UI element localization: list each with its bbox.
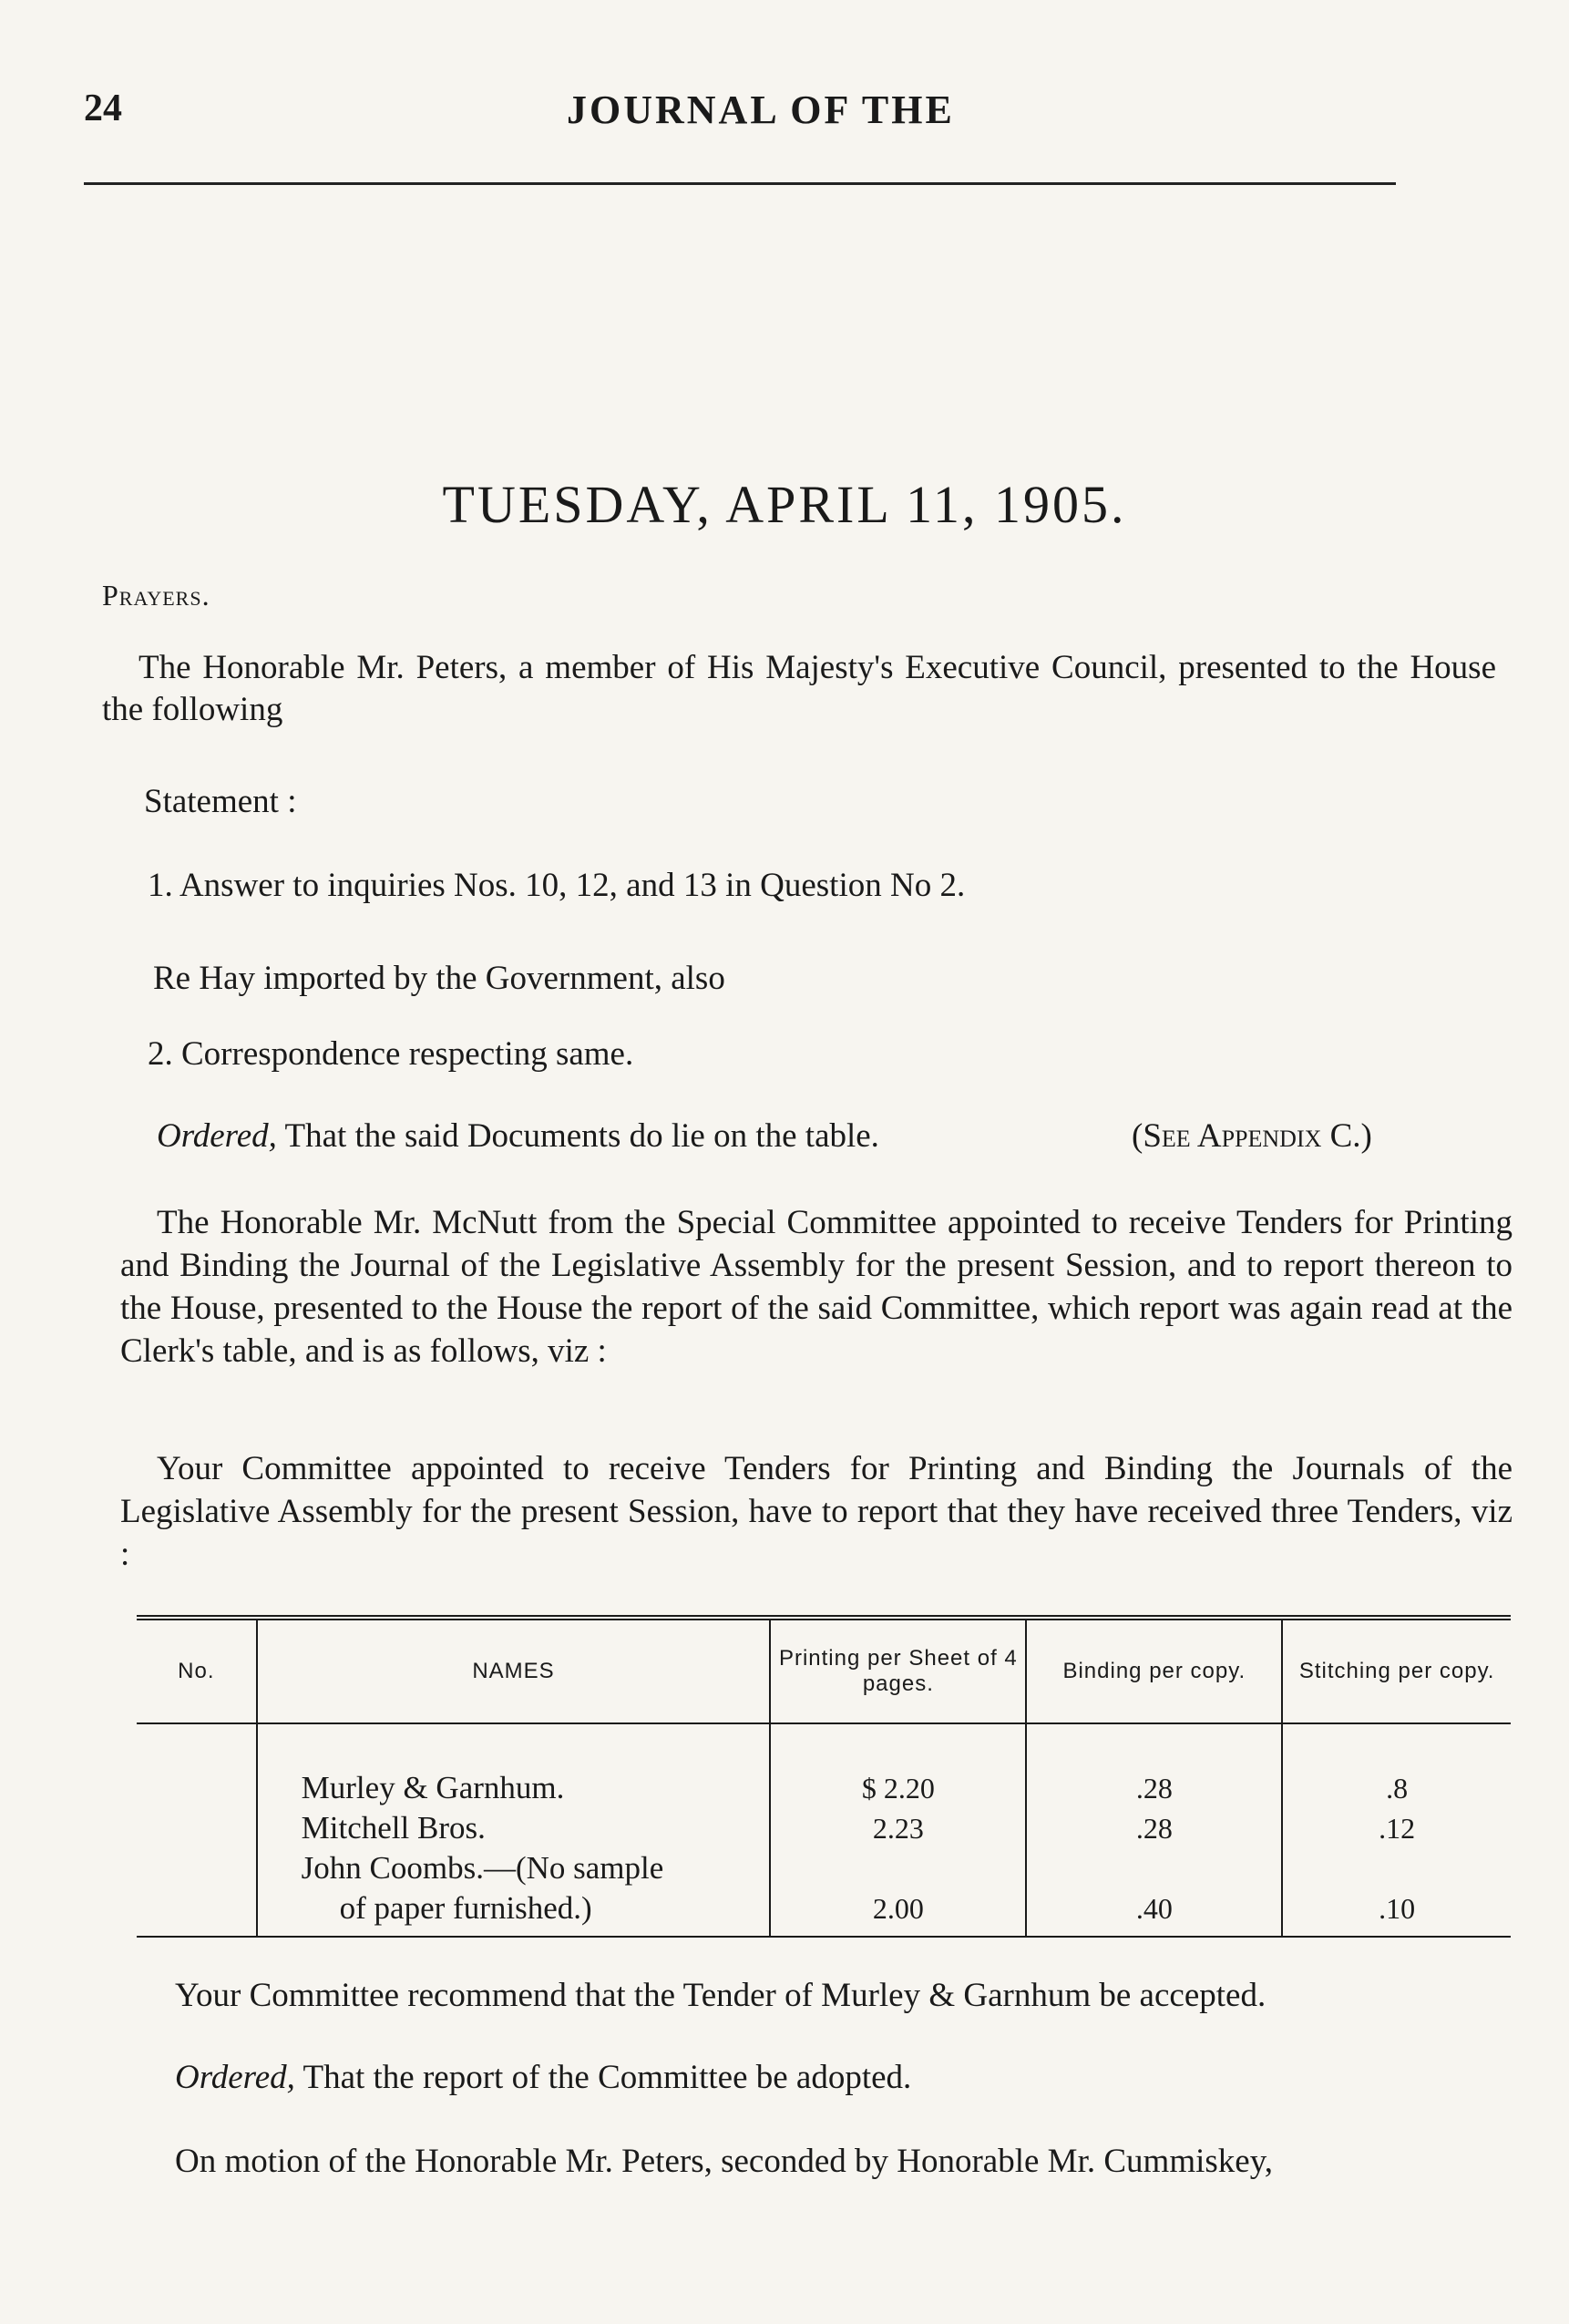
header-no: No.: [137, 1618, 257, 1723]
ordered-text: That the said Documents do lie on the table.: [284, 1117, 879, 1155]
tender-name: Mitchell Bros.: [257, 1808, 771, 1848]
ordered-label: Ordered,: [157, 1117, 277, 1155]
re-hay-line: Re Hay imported by the Government, also: [153, 960, 725, 997]
header-names: NAMES: [257, 1618, 771, 1723]
paragraph-committee: The Honorable Mr. McNutt from the Special Committee appointed to receive Tenders for Printing and Binding the Journal of the Legislative Assembly for the present Session, and to report thereon to the House, presented to the House the report of the said Committee, which report was again read at the Clerk's table, and is as follows, viz :: [120, 1204, 1513, 1370]
table-header-row: [137, 1618, 1511, 1723]
header-stitching: Stitching per copy.: [1282, 1618, 1511, 1723]
stitching-price: .12: [1282, 1808, 1511, 1848]
statement-label: Statement :: [144, 783, 297, 820]
binding-price: .28: [1026, 1723, 1282, 1808]
page-header: [84, 87, 1396, 187]
ordered-label: Ordered,: [175, 2059, 295, 2096]
row-no-cell: [137, 1723, 257, 1808]
paragraph-report: Your Committee appointed to receive Tenders for Printing and Binding the Journals of the Legislative Assembly for the present Session, have to report that they have received three Tenders, viz :: [120, 1450, 1513, 1573]
row-no-cell: [137, 1888, 257, 1937]
table-row: [137, 1888, 1511, 1937]
table-row: [137, 1848, 1511, 1888]
row-no-cell: [137, 1808, 257, 1848]
table-row: [137, 1808, 1511, 1848]
tender-name: John Coombs.—(No sample: [257, 1848, 771, 1888]
binding-price: .28: [1026, 1808, 1282, 1848]
statement-item-1: 1. Answer to inquiries Nos. 10, 12, and 13 in Question No 2.: [148, 867, 966, 904]
paragraph-recommend: Your Committee recommend that the Tender of Murley & Garnhum be accepted.: [175, 1977, 1266, 2014]
ordered-adopted: [175, 2058, 1514, 2097]
printing-price: [770, 1848, 1026, 1888]
binding-price: .40: [1026, 1888, 1282, 1937]
prayers-label: Prayers.: [102, 579, 210, 612]
ordered-documents: [157, 1116, 1496, 1156]
binding-price: [1026, 1848, 1282, 1888]
stitching-price: .8: [1282, 1723, 1511, 1808]
printing-price: $ 2.20: [770, 1723, 1026, 1808]
page-number: 24: [84, 87, 122, 129]
appendix-reference: (See Appendix C.): [1132, 1117, 1372, 1155]
ordered-text: That the report of the Committee be adopted.: [303, 2059, 912, 2096]
statement-item-2: 2. Correspondence respecting same.: [148, 1035, 634, 1073]
tender-name: Murley & Garnhum.: [257, 1723, 771, 1808]
running-head: JOURNAL OF THE: [567, 87, 955, 132]
header-binding: Binding per copy.: [1026, 1618, 1282, 1723]
header-printing: Printing per Sheet of 4 pages.: [770, 1618, 1026, 1723]
paragraph-presented: The Honorable Mr. Peters, a member of His Majesty's Executive Council, presented to the House the following: [102, 649, 1496, 728]
stitching-price: .10: [1282, 1888, 1511, 1937]
paragraph-motion: On motion of the Honorable Mr. Peters, seconded by Honorable Mr. Cummiskey,: [175, 2143, 1274, 2180]
tender-name-continuation: of paper furnished.): [257, 1888, 771, 1937]
tenders-table: [137, 1615, 1511, 1938]
printing-price: 2.23: [770, 1808, 1026, 1848]
row-no-cell: [137, 1848, 257, 1888]
stitching-price: [1282, 1848, 1511, 1888]
table-row: [137, 1723, 1511, 1808]
printing-price: 2.00: [770, 1888, 1026, 1937]
header-rule: [84, 182, 1396, 185]
date-heading: TUESDAY, APRIL 11, 1905.: [442, 475, 1127, 534]
